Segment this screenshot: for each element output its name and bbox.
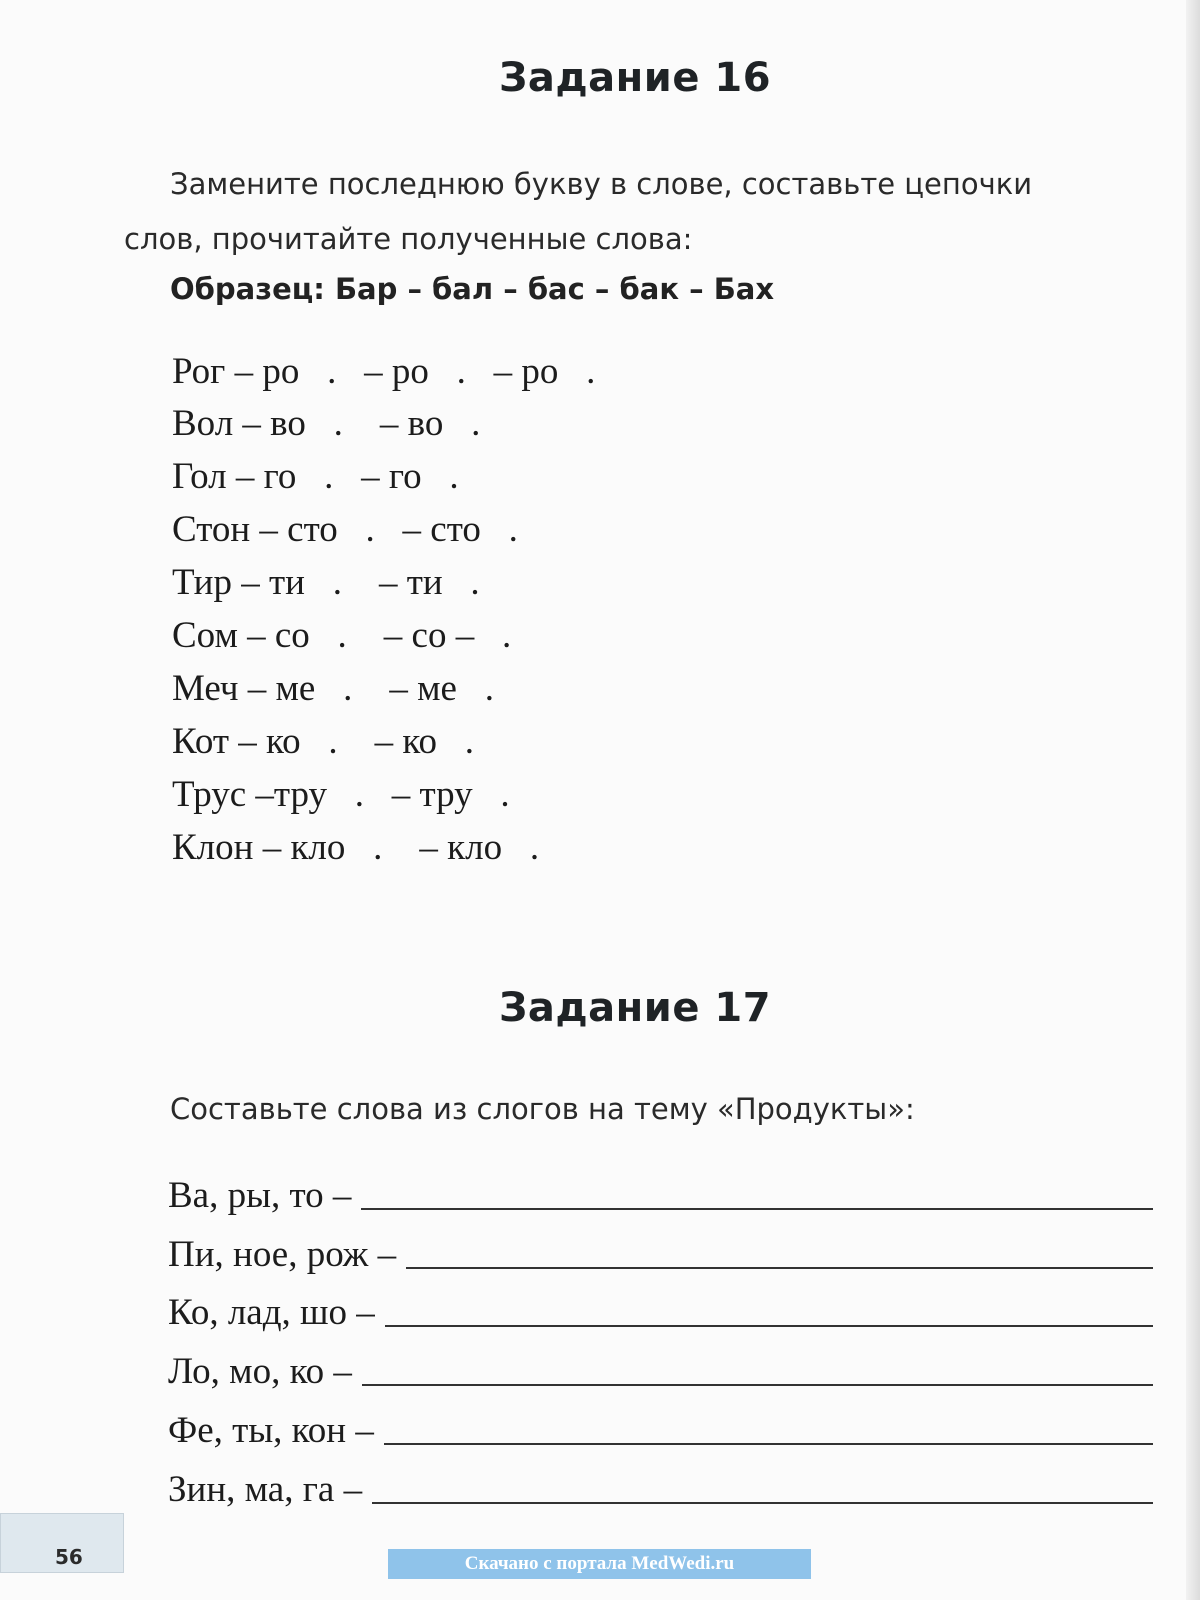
task-16-title: Задание 16 (498, 55, 772, 101)
word-chain: Меч – ме . – ме . (172, 668, 494, 709)
answer-line[interactable] (384, 1442, 1153, 1445)
word-chain: Вол – во . – во . (172, 403, 481, 444)
answer-line[interactable] (372, 1501, 1153, 1504)
syllable-item (168, 1285, 1153, 1335)
page-edge-shadow (1186, 0, 1200, 1600)
word-chain: Клон – кло . – кло . (172, 827, 540, 868)
task-16-sample: Образец: Бар – бал – бас – бак – Бах (170, 272, 775, 306)
word-chain: Трус –тру . – тру . (172, 774, 510, 815)
syllable-item (168, 1462, 1153, 1512)
word-chain: Кот – ко . – ко . (172, 721, 474, 762)
task-16-instruction-line-1: Замените последнюю букву в слове, составьте цепочки (170, 167, 1033, 201)
answer-line[interactable] (362, 1383, 1153, 1386)
syllable-item (168, 1344, 1153, 1394)
word-chain: Гол – го . – го . (172, 456, 459, 497)
answer-line[interactable] (406, 1266, 1153, 1269)
syllable-prompt: Ко, лад, шо – (168, 1292, 375, 1333)
syllable-prompt: Ло, мо, ко – (168, 1351, 352, 1392)
task-17-title: Задание 17 (498, 985, 772, 1031)
word-chain: Рог – ро . – ро . – ро . (172, 351, 596, 392)
task-16-instruction-line-2: слов, прочитайте полученные слова: (124, 222, 693, 256)
syllable-item (168, 1403, 1153, 1453)
word-chain: Стон – сто . – сто . (172, 509, 518, 550)
syllable-prompt: Пи, ное, рож – (168, 1234, 397, 1275)
watermark-banner: Скачано с портала MedWedi.ru (388, 1549, 811, 1579)
page-number: 56 (55, 1545, 83, 1569)
answer-line[interactable] (361, 1207, 1153, 1210)
syllable-prompt: Зин, ма, га – (168, 1469, 363, 1510)
word-chain: Тир – ти . – ти . (172, 562, 480, 603)
syllable-item (168, 1227, 1153, 1277)
task-17-instruction: Составьте слова из слогов на тему «Продукты»: (170, 1092, 915, 1126)
answer-line[interactable] (385, 1324, 1153, 1327)
syllable-prompt: Ва, ры, то – (168, 1175, 352, 1216)
syllable-item (168, 1168, 1153, 1218)
syllable-prompt: Фе, ты, кон – (168, 1410, 374, 1451)
word-chain: Сом – со . – со – . (172, 615, 512, 656)
